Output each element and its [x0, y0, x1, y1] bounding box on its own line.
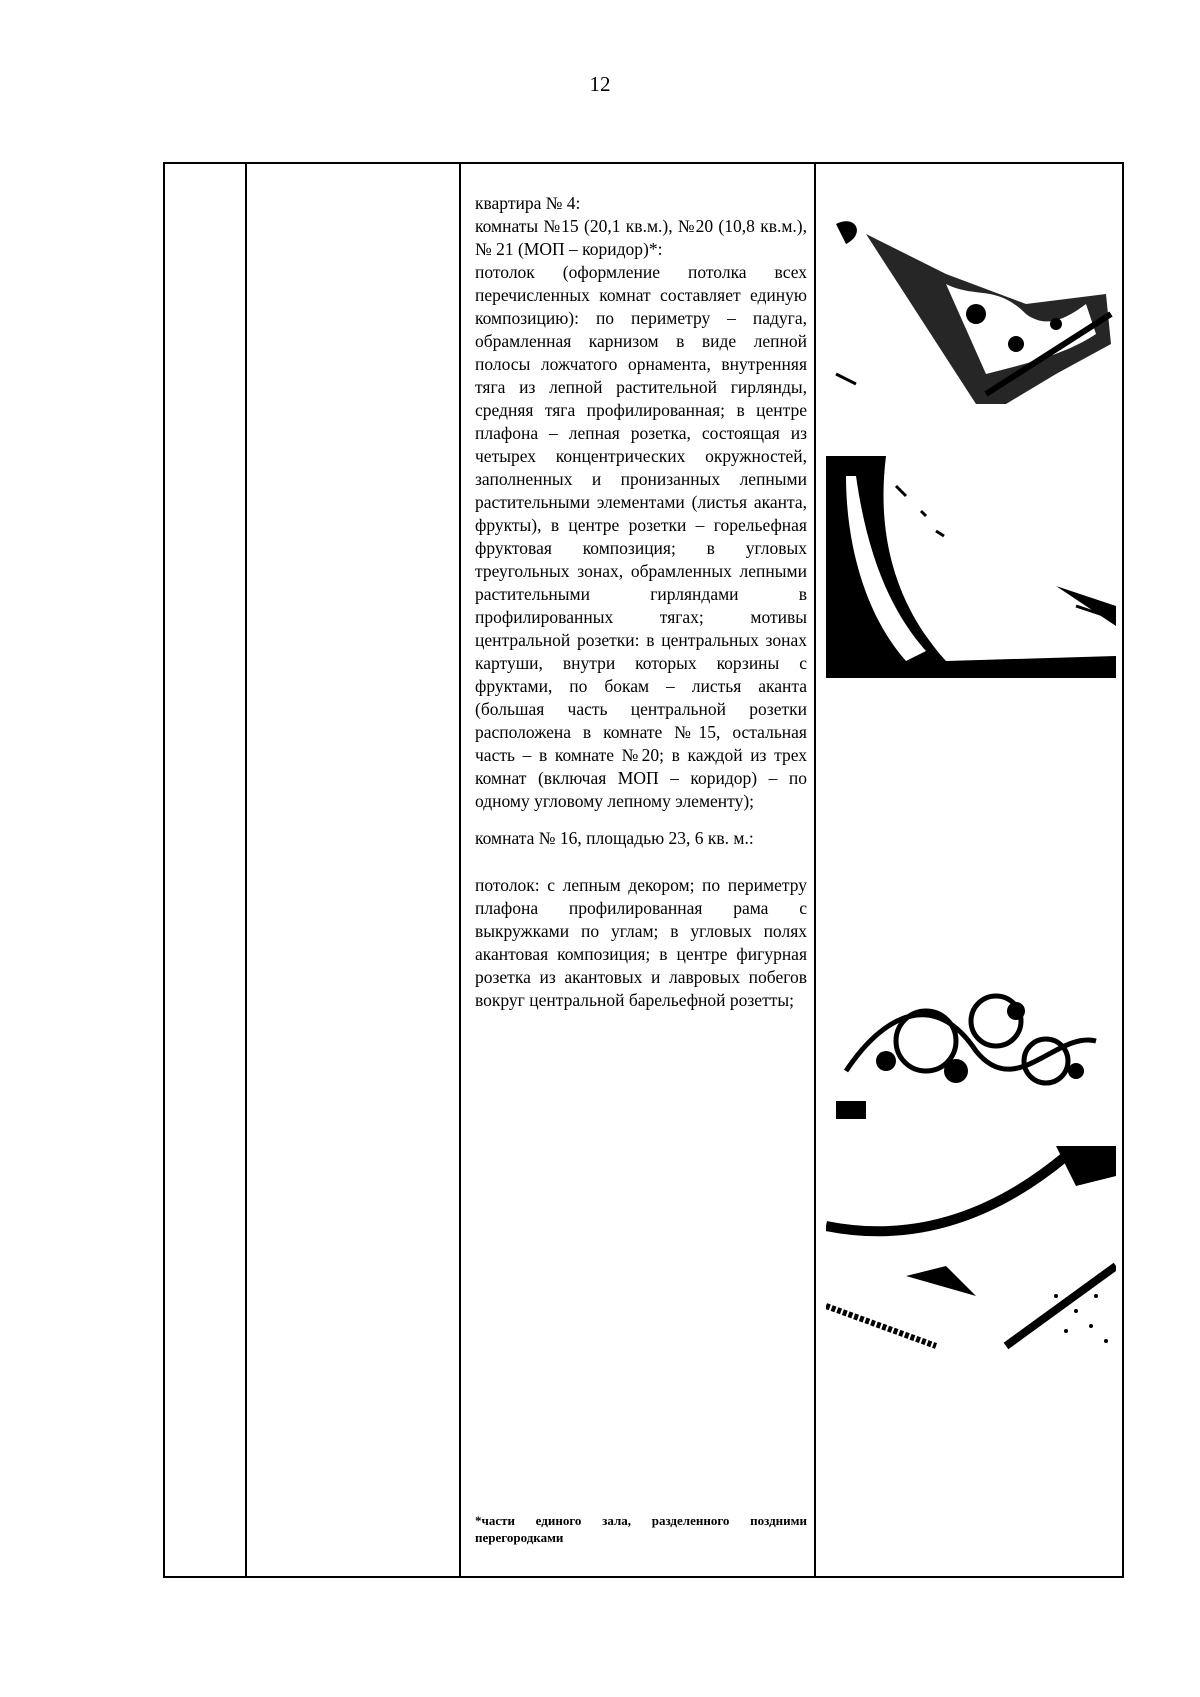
ceiling-photo-cornice — [826, 204, 1116, 404]
ceiling-photo-frame — [826, 1146, 1116, 1356]
table-column-name — [247, 164, 461, 1576]
apartment-heading: квартира № 4: — [475, 193, 581, 213]
page-number: 12 — [589, 72, 611, 96]
monument-table — [163, 162, 1124, 1578]
table-column-number — [165, 164, 247, 1576]
ceiling-photo-rosette — [826, 951, 1116, 1131]
table-column-photos — [816, 164, 1122, 1576]
ceiling-description-2: потолок: с лепным декором; по периметру плафона профилированная рама с выкружками по углам; в угловых полях акантовая композиция; в центре фигурная розетка из акантовых и лавровых побегов вокруг центральной барельефной розетты; — [475, 875, 807, 1010]
ceiling-photo-corner — [826, 456, 1116, 678]
room-16-heading: комната № 16, площадью 23, 6 кв. м.: — [475, 828, 754, 848]
footnote: *части единого зала, разделенного поздними перегородками — [475, 1513, 807, 1545]
description-text — [475, 192, 807, 1012]
rooms-heading: комнаты №15 (20,1 кв.м.), №20 (10,8 кв.м.), № 21 (МОП – коридор)*: — [475, 216, 807, 259]
ceiling-description-1: потолок (оформление потолка всех перечисленных комнат составляет единую композицию): по периметру – падуга, обрамленная карнизом в виде лепной полосы ложчатого орнамента, внутренняя тяга из лепной растительной гирлянды, средняя тяга профилированная; в центре плафона – лепная розетка, состоящая из четырех концентрических окружностей, заполненных и пронизанных лепными растительными элементами (листья аканта, фрукты), в центре розетки – горельефная фруктовая композиция; в угловых треугольных зонах, обрамленных лепными растительными гирляндами в профилированных тягах; мотивы центральной розетки: в центральных зонах картуши, внутри которых корзины с фруктами, по бокам – листья аканта (большая часть центральной розетки расположена в комнате №15, остальная часть – в комнате №20; в каждой из трех комнат (включая МОП – коридор) – по одному угловому лепному элементу); — [475, 262, 807, 811]
table-column-description — [461, 164, 816, 1576]
